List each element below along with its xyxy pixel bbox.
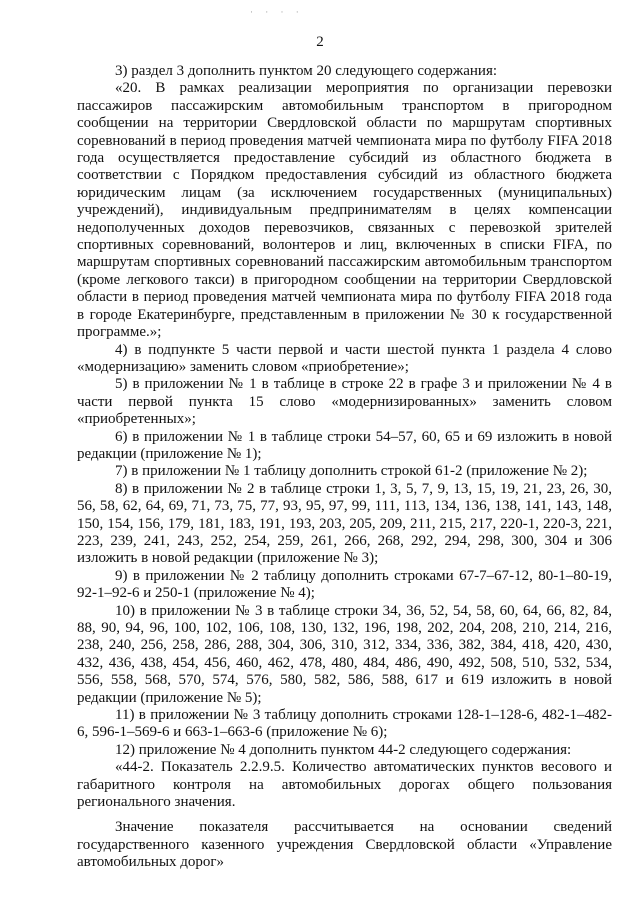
paragraph: 8) в приложении № 2 в таблице строки 1, 3, 5, 7, 9, 13, 15, 19, 21, 23, 26, 30, 56, 58, 62, 64, 69, 71, 73, 75, 77, 93, 95, 97, 99, 111, 113, 134, 136, 138, 141, 143, 148, 150, 154, 156, 179, 181, 183, 191, 193, 203, 205, 209, 211, 215, 217, 220-1, 220-3, 221, 223, 239, 241, 243, 252, 254, 259, 261, 266, 268, 292, 294, 298, 300, 304 и 306 изложить в новой редакции (приложение № 3); — [77, 480, 612, 567]
paragraph: 3) раздел 3 дополнить пунктом 20 следующего содержания: — [115, 63, 498, 79]
paragraph: «20. В рамках реализации мероприятия по организации перевозки пассажиров пассажирским автомобильным транспортом в пригородном сообщении на территории Свердловской области по маршрутам спортивных соревнований в период проведения матчей чемпионата мира по футболу FIFA 2018 года осуществляется предоставление субсидий из областного бюджета в соответствии с Порядком предоставления субсидий из областного бюджета юридическим лицам (за исключением государственных (муниципальных) учреждений), индивидуальным предпринимателям в целях компенсации недополученных доходов перевозчиков, связанных с перевозкой зрителей спортивных соревнований, волонтеров и лиц, включенных в списки FIFA, по маршрутам спортивных соревнований пассажирским автомобильным транспортом (кроме легкового такси) в пригородном сообщении на территории Свердловской области в период проведения матчей чемпионата мира по футболу FIFA 2018 года в городе Екатеринбурге, представленным в приложении № 30 к государственной программе.»; — [77, 80, 612, 341]
paragraph: 12) приложение № 4 дополнить пунктом 44-2 следующего содержания: — [115, 741, 572, 758]
scan-artifact: · · · · — [250, 7, 304, 17]
paragraph: 5) в приложении № 1 в таблице в строке 22 в графе 3 и приложении № 4 в части первой пункта 15 слово «модернизированных» заменить словом «приобретенных»; — [77, 376, 612, 428]
paragraph: 4) в подпункте 5 части первой и части шестой пункта 1 раздела 4 слово «модернизацию» заменить словом «приобретение»; — [77, 341, 612, 375]
paragraph: 11) в приложении № 3 таблицу дополнить строками 128-1–128-6, 482-1–482-6, 596-1–569-6 и 663-1–663-6 (приложение № 6); — [77, 707, 612, 741]
page-number: 2 — [316, 34, 324, 50]
paragraph: 6) в приложении № 1 в таблице строки 54–57, 60, 65 и 69 изложить в новой редакции (приложение № 1); — [77, 428, 612, 462]
paragraph: 10) в приложении № 3 в таблице строки 34, 36, 52, 54, 58, 60, 64, 66, 82, 84, 88, 90, 94, 96, 100, 102, 106, 108, 130, 132, 196, 198, 202, 204, 208, 210, 214, 216, 238, 240, 256, 258, 286, 288, 304, 306, 310, 312, 334, 336, 382, 384, 418, 420, 430, 432, 436, 438, 454, 456, 460, 462, 478, 480, 484, 486, 490, 492, 508, 510, 532, 534, 556, 558, 568, 570, 574, 576, 580, 582, 586, 588, 617 и 619 изложить в новой редакции (приложение № 5); — [77, 602, 612, 706]
paragraph: «44-2. Показатель 2.2.9.5. Количество автоматических пунктов весового и габаритного контроля на автомобильных дорогах общего пользования регионального значения. — [77, 759, 612, 811]
paragraph: Значение показателя рассчитывается на основании сведений государственного казенного учреждения Свердловской области «Управление автомобильных дорог» — [77, 819, 612, 871]
document-body — [77, 63, 612, 872]
paragraph: 7) в приложении № 1 таблицу дополнить строкой 61-2 (приложение № 2); — [115, 463, 588, 480]
paragraph: 9) в приложении № 2 таблицу дополнить строками 67-7–67-12, 80-1–80-19, 92-1–92-6 и 250-1 (приложение № 4); — [77, 567, 612, 602]
